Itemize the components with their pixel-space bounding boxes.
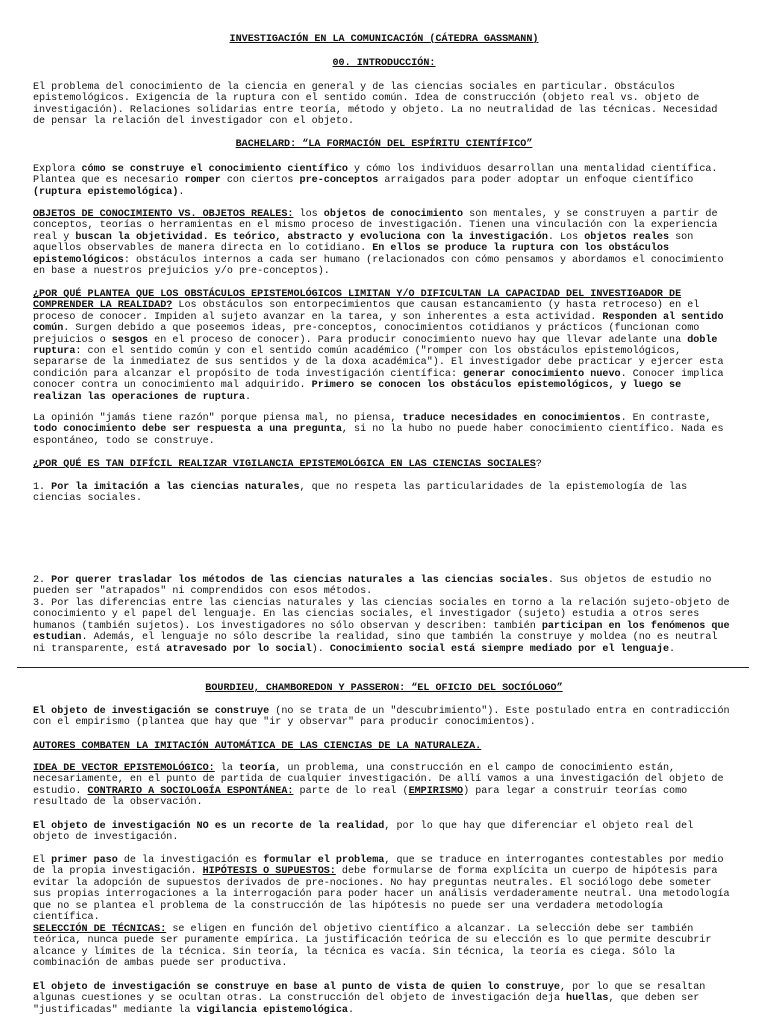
bourdieu-paragraph-3: IDEA DE VECTOR EPISTEMOLÓGICO: la teoría, un problema, una construcción en el campo de conocimiento están, necesariamente, en el punto de partida de cualquier investigación. De allí vamos a una investigación del objeto de estudio. CONTRARIO A SOCIOLOGÍA ESPONTÁNEA: parte de lo real (EMPIRISMO) para legar a construir teorías como resultado de la observación. — [33, 763, 724, 809]
bachelard-paragraph-2: OBJETOS DE CONOCIMIENTO VS. OBJETOS REALES: los objetos de conocimiento son mentales, y se construyen a partir de conceptos, teorías o herramientas en el mismo proceso de investigación. Tienen una vinculación con la experiencia real y buscan la objetividad. Es teórico, abstracto y evoluciona con la investigación. Los objetos reales son aquellos observables de manera directa en lo cotidiano. En ellos se produce la ruptura con los obstáculos epistemológicos: obstáculos internos a cada ser humano (relacionados con cómo pensamos y abordamos el conocimiento en base a nuestros prejuicios y/o pre-conceptos). — [33, 209, 724, 278]
list-item-3: 3. Por las diferencias entre las ciencias naturales y las ciencias sociales en torno a la relación sujeto-objeto de conocimiento y el papel del lenguaje. En las ciencias sociales, el investigador (sujeto) estudia a otros seres humanos (también sujetos). Los investigadores no sólo observan y describen: también participan en los fenómenos que estudian. Además, el lenguaje no sólo describe la realidad, sino que también la construye y moldea (no es neutral ni transparente, está atravesado por lo social). Conocimiento social está siempre mediado por el lenguaje. — [33, 598, 730, 655]
section-heading-bourdieu: BOURDIEU, CHAMBOREDON Y PASSERON: “EL OFICIO DEL SOCIÓLOGO” — [205, 683, 563, 694]
bourdieu-paragraph-2: AUTORES COMBATEN LA IMITACIÓN AUTOMÁTICA DE LAS CIENCIAS DE LA NATURALEZA. — [33, 741, 482, 752]
list-item-1: 1. Por la imitación a las ciencias naturales, que no respeta las particularidades de la epistemología de las ciencias sociales. — [33, 482, 688, 505]
document-title: INVESTIGACIÓN EN LA COMUNICACIÓN (CÁTEDRA GASSMANN) — [229, 34, 539, 45]
section-heading-bachelard: BACHELARD: “LA FORMACIÓN DEL ESPÍRITU CIENTÍFICO” — [235, 139, 533, 150]
section-divider — [17, 667, 749, 668]
bachelard-paragraph-3: ¿POR QUÉ PLANTEA QUE LOS OBSTÁCULOS EPISTEMOLÓGICOS LIMITAN Y/O DIFICULTAN LA CAPACIDAD DEL INVESTIGADOR DE COMPRENDER LA REALIDAD? Los obstáculos son entorpecimientos que causan estancamiento (y hasta retroceso) en el proceso de conocer. Impiden al sujeto avanzar en la tarea, y son inherentes a esta actividad. Responden al sentido común. Surgen debido a que poseemos ideas, pre-conceptos, conocimientos cotidianos y prácticos (funcionan como prejuicios o sesgos en el proceso de conocer). Para producir conocimiento nuevo hay que llevar adelante una doble ruptura: con el sentido común y con el sentido común académico ("romper con los obstáculos epistemológicos, separarse de la inmediatez de sus sentidos y de la doxa académica"). El investigador debe practicar y ejercer esta condición para alcanzar el propósito de toda investigación científica: generar conocimiento nuevo. Conocer implica conocer contra un conocimiento mal adquirido. Primero se conocen los obstáculos epistemológicos, y luego se realizan las operaciones de ruptura. — [33, 289, 724, 403]
intro-paragraph: El problema del conocimiento de la ciencia en general y de las ciencias sociales en particular. Obstáculos epistemológicos. Exigencia de la ruptura con el sentido común. Idea de construcción (objeto real vs. objeto de investigación). Relaciones solidarias entre teoría, método y objeto. La no neutralidad de las técnicas. Necesidad de pensar la relación del investigador con el objeto. — [33, 82, 718, 128]
list-item-2: 2. Por querer trasladar los métodos de las ciencias naturales a las ciencias sociales. Sus objetos de estudio no pueden ser "atrapados" ni comprendidos con esos métodos. — [33, 575, 712, 598]
bourdieu-paragraph-4: El objeto de investigación NO es un recorte de la realidad, por lo que hay que diferenciar el objeto real del objeto de investigación. — [33, 821, 694, 844]
bachelard-paragraph-1: Explora cómo se construye el conocimiento científico y cómo los individuos desarrollan una mentalidad científica. Plantea que es necesario romper con ciertos pre-conceptos arraigados para poder adoptar un enfoque científico (ruptura epistemológica). — [33, 164, 718, 198]
bachelard-paragraph-4: La opinión "jamás tiene razón" porque piensa mal, no piensa, traduce necesidades en conocimientos. En contraste, todo conocimiento debe ser respuesta a una pregunta, si no la hubo no puede haber conocimiento científico. Nada es espontáneo, todo se construye. — [33, 413, 724, 447]
bourdieu-paragraph-6: SELECCIÓN DE TÉCNICAS: se eligen en función del objetivo científico a alcanzar. La selección debe ser también teórica, nunca puede ser puramente empírica. La justificación teórica de su elección es lo que permite descubrir alcance y límites de la técnica. Sin teoría, la técnica es vacía. Sin técnica, la teoría es ciega. Sólo la combinación de ambas puede ser productiva. — [33, 924, 712, 970]
bourdieu-paragraph-5: El primer paso de la investigación es formular el problema, que se traduce en interrogantes contestables por medio de la propia investigación. HIPÓTESIS O SUPUESTOS: debe formularse de forma explícita un cuerpo de hipótesis para evitar la adopción de supuestos derivados de pre-nociones. No hay preguntas neutrales. El sociólogo debe someter sus propias interrogaciones a la interrogación para poder hacer un análisis verdaderamente neutral. Una metodología que no se plantea el problema de la construcción de las hipótesis no puede ser una verdadera metodología científica. — [33, 855, 730, 924]
section-heading-introduccion: 00. INTRODUCCIÓN: — [332, 58, 436, 69]
bachelard-question-heading: ¿POR QUÉ ES TAN DIFÍCIL REALIZAR VIGILANCIA EPISTEMOLÓGICA EN LAS CIENCIAS SOCIALES? — [33, 459, 542, 470]
bourdieu-paragraph-1: El objeto de investigación se construye (no se trata de un "descubrimiento"). Este postulado entra en contradicción con el empirismo (plantea que hay que "ir y observar" para producir conocimientos). — [33, 706, 730, 729]
bourdieu-paragraph-7: El objeto de investigación se construye en base al punto de vista de quien lo construye, por lo que se resaltan algunas cuestiones y se ocultan otras. La construcción del objeto de investigación deja huellas, que deben ser "justificadas" mediante la vigilancia epistemológica. — [33, 982, 706, 1016]
